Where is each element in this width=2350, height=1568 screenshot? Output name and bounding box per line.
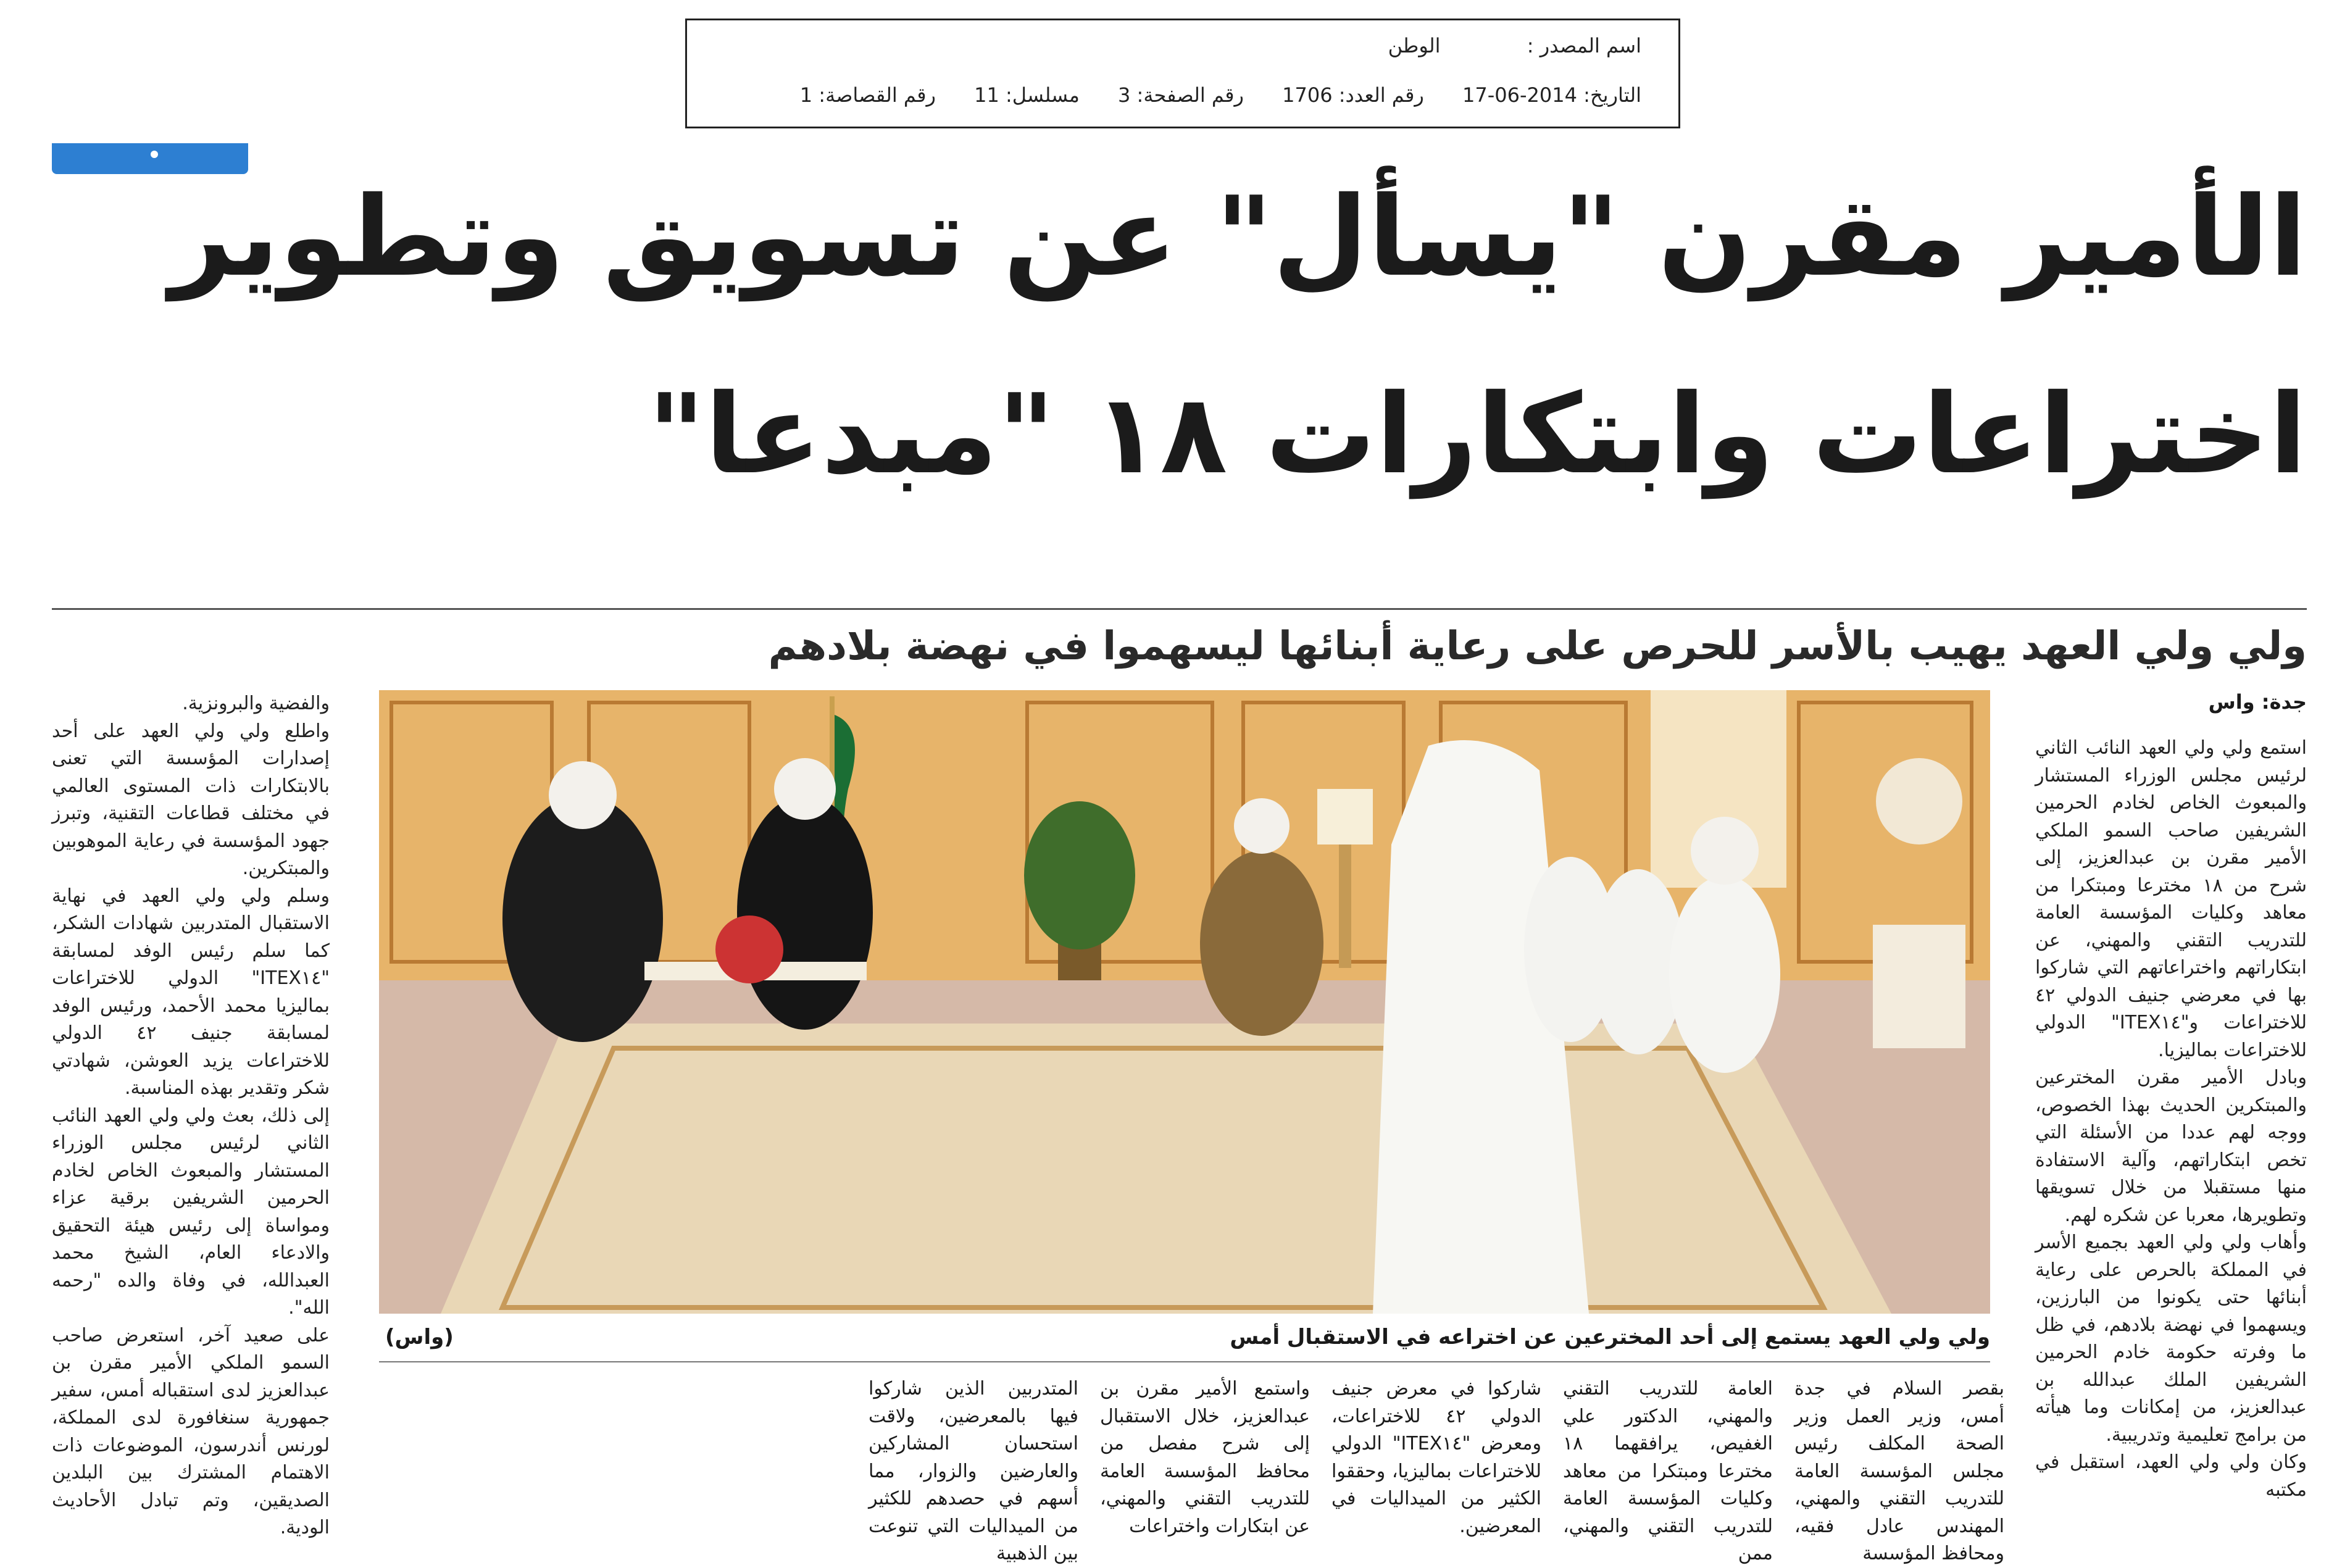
bottom-column-2: العامة للتدريب التقني والمهني، الدكتور علي الغفيص، يرافقهما ١٨ مخترعا ومبتكرا من معاهد وكليات المؤسسة العامة للتدريب التقني والمهني، ممن <box>1563 1378 1773 1564</box>
paragraph: واطلع ولي ولي العهد على أحد إصدارات المؤسسة التي تعنى بالابتكارات ذات المستوى العالمي في مختلف قطاعات التقنية، وتبرز جهود المؤسسة في رعاية الموهوبين والمبتكرين. <box>52 720 330 879</box>
serial-value: 11 <box>974 83 999 107</box>
bottom-column-4: واستمع الأمير مقرن بن عبدالعزيز، خلال الاستقبال إلى شرح مفصل من محافظ المؤسسة العامة للتدريب التقني والمهني، عن ابتكارات واختراعات <box>1100 1378 1310 1537</box>
headline-line-1: الأمير مقرن "يسأل" عن تسويق وتطوير <box>169 173 2307 301</box>
paragraph: وبادل الأمير مقرن المخترعين والمبتكرين الحديث بهذا الخصوص، ووجه لهم عددا من الأسئلة التي تخص ابتكاراتهم، وآلية الاستفادة منها مستقبلا من خلال تسويقها وتطويرها، معربا عن شكره لهم. <box>2035 1067 2307 1226</box>
caption-credit: (واس) <box>385 1325 454 1349</box>
bottom-column-1: بقصر السلام في جدة أمس، وزير العمل وزير الصحة المكلف رئيس مجلس المؤسسة العامة للتدريب التقني والمهني، المهندس عادل فقيه، ومحافظ المؤسسة <box>1794 1378 2004 1564</box>
paragraph: على صعيد آخر، استعرض صاحب السمو الملكي الأمير مقرن بن عبدالعزيز لدى استقباله أمس، سفير جمهورية سنغافورة لدى المملكة، لورنس أندرسون، الموضوعات ذات الاهتمام المشترك بين البلدين الصديقين، وتم تبادل الأحاديث الودية. <box>52 1324 330 1538</box>
dateline: جدة: واس <box>2208 690 2307 714</box>
source-name-row <box>1388 34 1641 57</box>
clip-value: 1 <box>799 83 813 107</box>
paragraph: والفضية والبرونزية. <box>182 693 330 714</box>
article-column-right <box>2035 735 2307 1512</box>
source-name-label: اسم المصدر : <box>1527 34 1641 57</box>
source-meta-row <box>768 83 1641 107</box>
source-name-value: الوطن <box>1388 34 1441 57</box>
caption-text: ولي ولي العهد يستمع إلى أحد المخترعين عن اختراعه في الاستقبال أمس <box>1230 1325 1990 1349</box>
page-label: رقم الصفحة: <box>1136 83 1244 107</box>
issue-field <box>1282 83 1424 107</box>
paragraph: وكان ولي ولي العهد، استقبل في مكتبه <box>2035 1451 2307 1501</box>
subheadline: ولي ولي العهد يهيب بالأسر للحرص على رعاية أبنائها ليسهموا في نهضة بلادهم <box>768 623 2307 669</box>
tab-dot <box>151 151 158 158</box>
photo-caption <box>379 1321 1990 1358</box>
date-value: 2014-06-17 <box>1462 83 1577 107</box>
page-field <box>1118 83 1244 107</box>
clip-label: رقم القصاصة: <box>819 83 936 107</box>
headline-rule <box>52 608 2307 610</box>
paragraph: إلى ذلك، بعث ولي ولي العهد النائب الثاني لرئيس مجلس الوزراء المستشار والمبعوث الخاص لخادم الحرمين الشريفين برقية عزاء ومواساة إلى رئيس هيئة التحقيق والادعاء العام، الشيخ محمد العبدالله، في وفاة والده "رحمه الله". <box>52 1104 330 1319</box>
article-column-left <box>52 690 330 1538</box>
photo-illustration <box>379 690 1990 1314</box>
bottom-column-3: شاركوا في معرض جنيف الدولي ٤٢ للاختراعات، ومعرض "ITEX١٤" الدولي للاختراعات بماليزيا، وحققوا الكثير من الميداليات في المعرضين. <box>1331 1378 1541 1537</box>
issue-label: رقم العدد: <box>1338 83 1424 107</box>
paragraph: وسلم ولي ولي العهد في نهاية الاستقبال المتدربين شهادات الشكر، كما سلم رئيس الوفد لمسابقة "ITEX١٤" الدولي للاختراعات بماليزيا محمد الأحمد، ورئيس الوفد لمسابقة جنيف ٤٢ الدولي للاختراعات يزيد العوشن، شهادتي شكر وتقدير بهذه المناسبة. <box>52 885 330 1099</box>
issue-value: 1706 <box>1282 83 1333 107</box>
paragraph: وأهاب ولي ولي العهد بجميع الأسر في المملكة بالحرص على رعاية أبنائها حتى يكونوا من البارزين، ويسهموا في نهضة بلادهم، في ظل ما وفرته حكومة خادم الحرمين الشريفين الملك عبدالله بن عبدالعزيز، من إمكانات وما هيأته من برامج تعليمية وتدريبية. <box>2035 1232 2307 1446</box>
clip-field <box>800 83 936 107</box>
caption-rule <box>379 1361 1990 1362</box>
serial-label: مسلسل: <box>1006 83 1080 107</box>
serial-field <box>974 83 1080 107</box>
date-label: التاريخ: <box>1583 83 1641 107</box>
section-tab <box>52 143 248 174</box>
page-value: 3 <box>1118 83 1131 107</box>
date-field <box>1462 83 1641 107</box>
news-photo <box>379 690 1990 1314</box>
source-info-box <box>685 19 1680 128</box>
headline-line-2: اختراعات وابتكارات ١٨ "مبدعا" <box>648 370 2307 498</box>
paragraph: استمع ولي ولي العهد النائب الثاني لرئيس مجلس الوزراء المستشار والمبعوث الخاص لخادم الحرمين الشريفين صاحب السمو الملكي الأمير مقرن بن عبدالعزيز، إلى شرح من ١٨ مخترعا ومبتكرا من معاهد وكليات المؤسسة العامة للتدريب التقني والمهني، عن ابتكاراتهم واختراعاتهم التي شاركوا بها في معرضي جنيف الدولي ٤٢ للاختراعات و"ITEX١٤" الدولي للاختراعات بماليزيا. <box>2035 737 2307 1061</box>
bottom-column-5: المتدربين الذين شاركوا فيها بالمعرضين، ولاقت استحسان المشاركين والعارضين والزوار، مما أسهم في حصدهم للكثير من الميداليات التي تنوعت بين الذهبية <box>869 1378 1078 1564</box>
